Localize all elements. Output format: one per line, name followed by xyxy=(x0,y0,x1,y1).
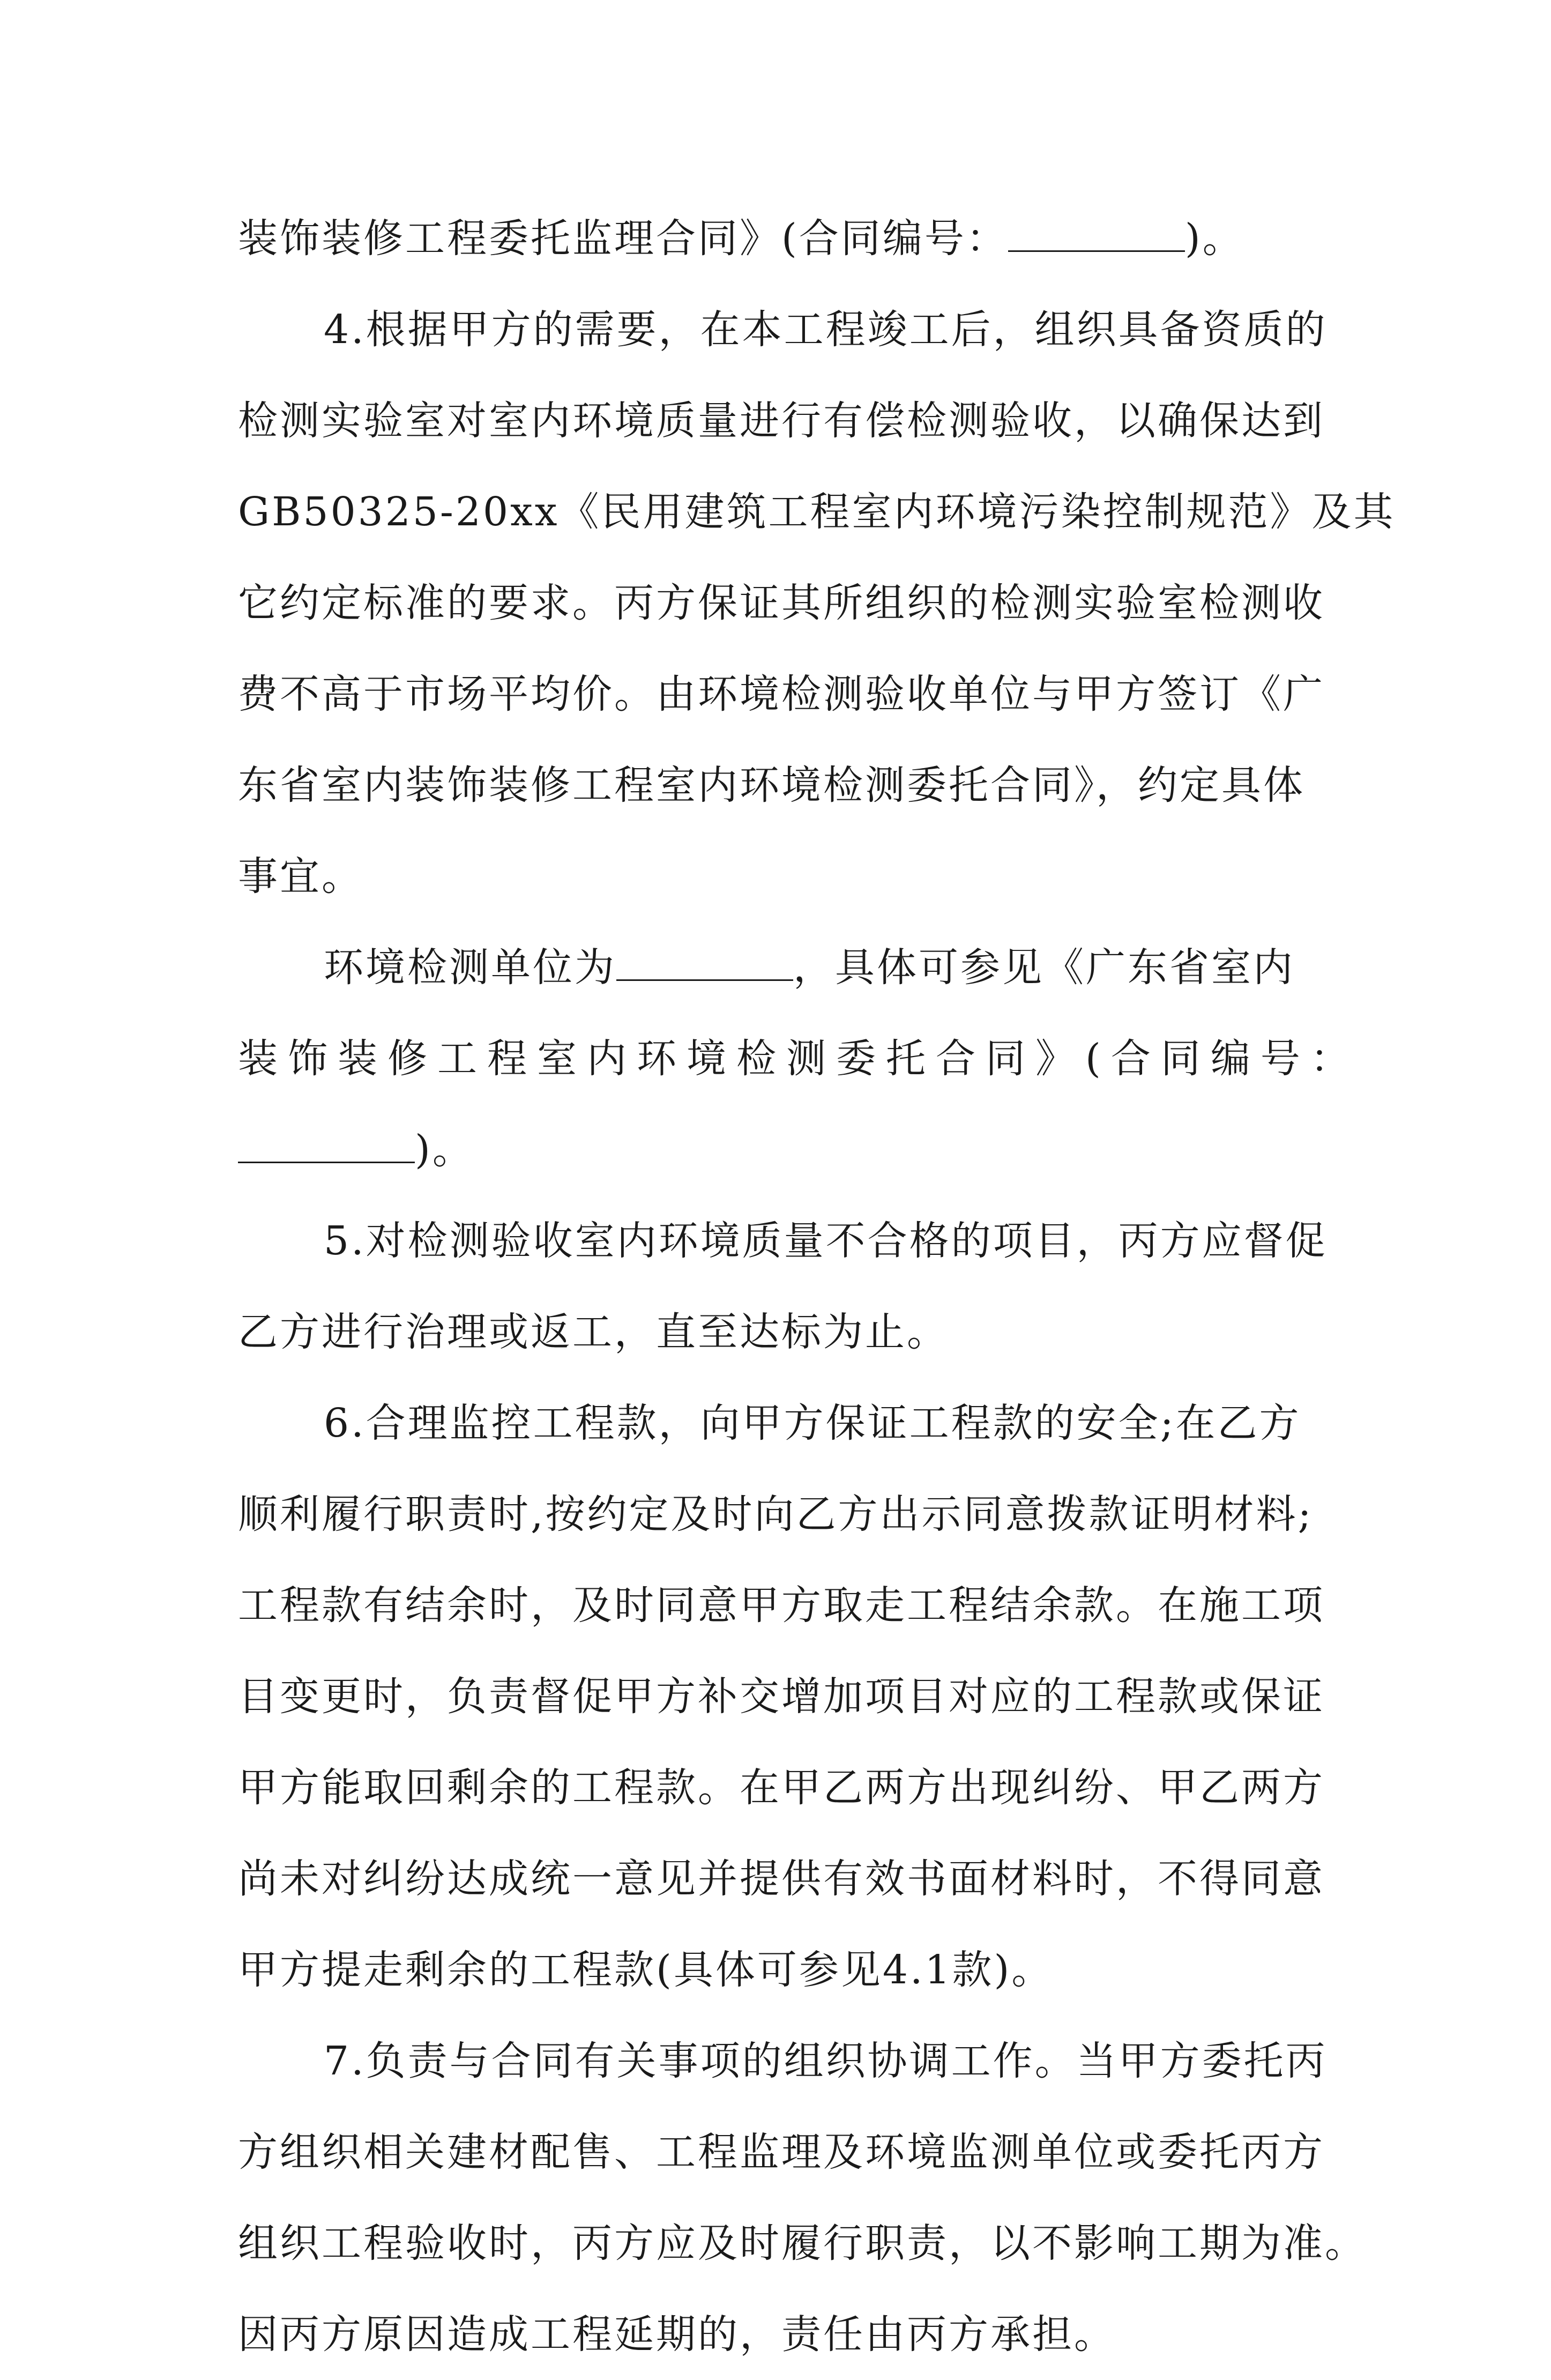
text-line: 甲方能取回剩余的工程款。在甲乙两方出现纠纷、甲乙两方 xyxy=(238,1765,1325,1811)
text-line: 6.合理监控工程款，向甲方保证工程款的安全;在乙方 xyxy=(324,1400,1301,1446)
text-line: 目变更时，负责督促甲方补交增加项目对应的工程款或保证 xyxy=(238,1674,1325,1720)
paragraph-item-4 xyxy=(238,284,1396,922)
text-line: 组织工程验收时，丙方应及时履行职责，以不影响工期为准。 xyxy=(238,2220,1367,2266)
text-line: 工程款有结余时，及时同意甲方取走工程结余款。在施工项 xyxy=(238,1582,1325,1628)
text-line: 费不高于市场平均价。由环境检测验收单位与甲方签订《广 xyxy=(238,671,1325,717)
fill-in-blank-inspection-unit[interactable] xyxy=(616,942,793,981)
text-line: 事宜。 xyxy=(238,853,363,899)
fill-in-blank-contract-number[interactable] xyxy=(1008,213,1185,252)
text-line: 方组织相关建材配售、工程监理及环境监测单位或委托丙方 xyxy=(238,2129,1325,2175)
paragraph-inspection-unit xyxy=(238,922,1360,1195)
text-line: 装饰装修工程室内环境检测委托合同》(合同编号： xyxy=(238,1036,1360,1082)
text-line: 检测实验室对室内环境质量进行有偿检测验收，以确保达到 xyxy=(238,398,1325,444)
paragraph-item-7 xyxy=(238,2015,1367,2380)
text-line: 东省室内装饰装修工程室内环境检测委托合同》，约定具体 xyxy=(238,762,1305,808)
text-segment: ，具体可参见《广东省室内 xyxy=(793,944,1295,991)
text-line: 尚未对纠纷达成统一意见并提供有效书面材料时，不得同意 xyxy=(238,1856,1325,1902)
text-line: 4.根据甲方的需要，在本工程竣工后，组织具备资质的 xyxy=(324,307,1328,353)
text-line: 它约定标准的要求。丙方保证其所组织的检测实验室检测收 xyxy=(238,580,1325,626)
text-line: 因丙方原因造成工程延期的，责任由丙方承担。 xyxy=(238,2311,1116,2357)
text-line: 7.负责与合同有关事项的组织协调工作。当甲方委托丙 xyxy=(324,2038,1328,2084)
text-segment: 环境检测单位为 xyxy=(324,944,616,991)
text-line: GB50325-20xx《民用建筑工程室内环境污染控制规范》及其 xyxy=(238,489,1396,535)
paragraph-3-continuation xyxy=(238,193,1327,284)
text-segment: )。 xyxy=(1184,215,1244,262)
fill-in-blank-contract-number[interactable] xyxy=(238,1124,415,1163)
text-segment: 装饰装修工程委托监理合同》(合同编号： xyxy=(238,215,1008,262)
text-line xyxy=(238,193,1327,284)
text-line: 乙方进行治理或返工，直至达标为止。 xyxy=(238,1309,949,1355)
paragraph-item-6 xyxy=(238,1378,1327,2015)
text-line: 5.对检测验收室内环境质量不合格的项目，丙方应督促 xyxy=(324,1218,1328,1264)
text-line: 顺利履行职责时,按约定及时向乙方出示同意拨款证明材料; xyxy=(238,1491,1314,1537)
paragraph-item-5 xyxy=(238,1195,1327,1378)
text-line: 甲方提走剩余的工程款(具体可参见4.1款)。 xyxy=(238,1947,1054,1993)
text-segment: )。 xyxy=(415,1127,474,1173)
text-line xyxy=(238,1104,1327,1195)
document-page xyxy=(238,193,1396,2380)
text-line xyxy=(238,922,1327,1013)
